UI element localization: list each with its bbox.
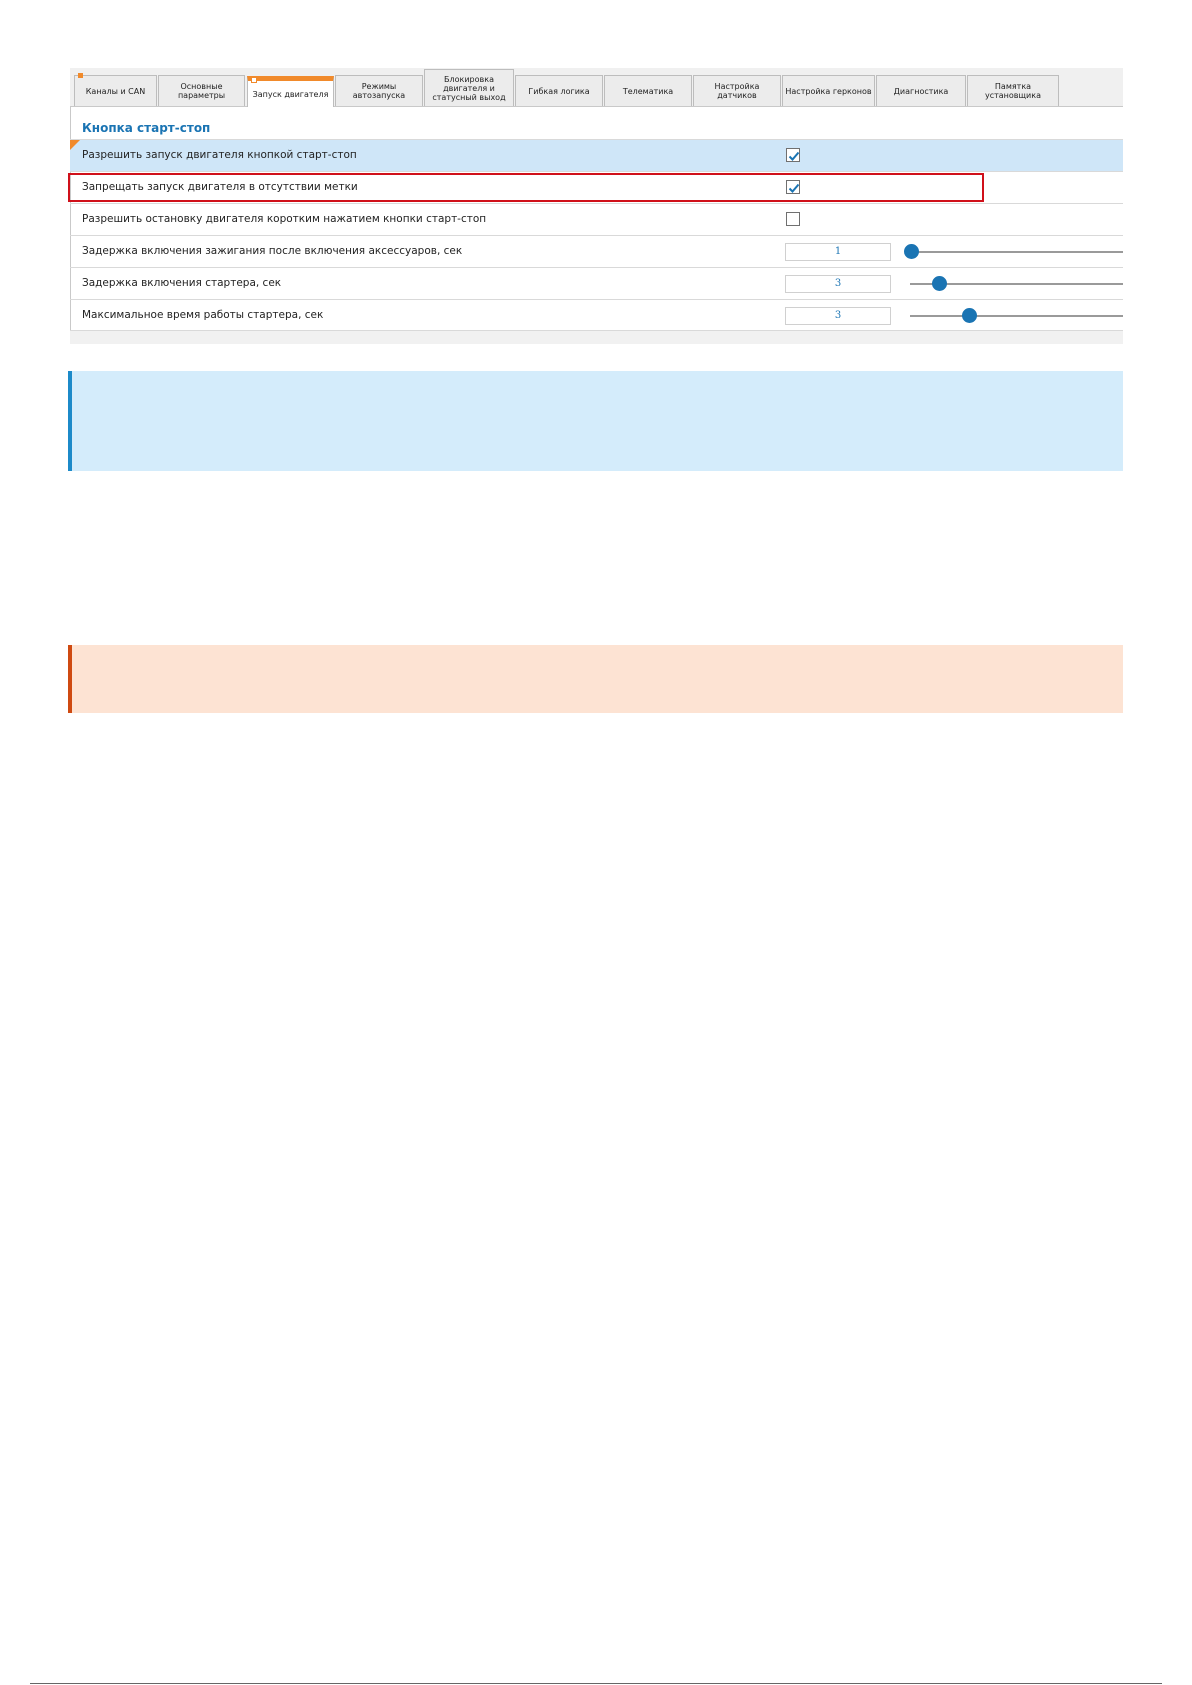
slider-track[interactable] — [910, 315, 1123, 317]
highlight-outline — [68, 173, 984, 202]
tab-label: Настройка датчиков — [714, 82, 760, 100]
tab-label: Режимы автозапуска — [352, 82, 406, 100]
tab-engine-lock[interactable] — [424, 69, 514, 106]
setting-label: Разрешить остановку двигателя коротким нажатием кнопки старт-стоп — [82, 213, 487, 225]
modified-marker — [251, 77, 257, 83]
slider-thumb[interactable] — [904, 244, 919, 259]
slider-thumb[interactable] — [932, 276, 947, 291]
tab-sensor-settings[interactable] — [693, 75, 781, 106]
tab-diagnostics[interactable] — [876, 75, 966, 106]
tab-label: Телематика — [622, 86, 674, 96]
panel-footer-strip — [70, 330, 1123, 344]
tab-label: Основные параметры — [177, 82, 226, 100]
slider-track[interactable] — [910, 251, 1123, 253]
tab-label: Гибкая логика — [528, 86, 590, 96]
section-title: Кнопка старт-стоп — [82, 121, 211, 135]
number-input[interactable]: 3 — [785, 275, 891, 293]
tab-installer-memo[interactable] — [967, 75, 1059, 106]
setting-label: Максимальное время работы стартера, сек — [82, 309, 324, 321]
number-input[interactable]: 1 — [785, 243, 891, 261]
footer-rule — [30, 1683, 1162, 1684]
checkbox[interactable] — [786, 212, 800, 226]
tab-label: Каналы и CAN — [85, 86, 146, 96]
modified-marker — [78, 73, 83, 78]
tab-label: Запуск двигателя — [252, 89, 329, 99]
checkbox[interactable] — [786, 148, 800, 162]
tab-bar — [70, 68, 1123, 107]
setting-label: Задержка включения стартера, сек — [82, 277, 282, 289]
tab-engine-start[interactable] — [247, 76, 334, 107]
tab-channels-can[interactable] — [74, 75, 157, 106]
tab-label: Памятка установщика — [984, 82, 1041, 100]
tab-flexible-logic[interactable] — [515, 75, 603, 106]
setting-row — [70, 267, 1123, 299]
tab-label: Настройка герконов — [785, 86, 872, 96]
setting-label: Задержка включения зажигания после включения аксессуаров, сек — [82, 245, 463, 257]
tab-autostart-modes[interactable] — [335, 75, 423, 106]
setting-row — [70, 203, 1123, 235]
tab-label: Диагностика — [893, 86, 949, 96]
warning-note — [68, 645, 1123, 713]
info-note — [68, 371, 1123, 471]
setting-label: Разрешить запуск двигателя кнопкой старт-стоп — [82, 149, 357, 161]
number-input[interactable]: 3 — [785, 307, 891, 325]
setting-row — [70, 299, 1123, 331]
tab-main-params[interactable] — [158, 75, 245, 106]
tab-label: Блокировка двигателя и статусный выход — [432, 74, 506, 102]
tab-reed-settings[interactable] — [782, 75, 875, 106]
modified-corner-marker — [70, 140, 80, 150]
setting-label: Запрещать запуск двигателя в отсутствии метки — [82, 181, 358, 193]
setting-row — [70, 139, 1123, 171]
checkmark-icon — [788, 150, 800, 162]
setting-row — [70, 235, 1123, 267]
tab-telematics[interactable] — [604, 75, 692, 106]
slider-thumb[interactable] — [962, 308, 977, 323]
